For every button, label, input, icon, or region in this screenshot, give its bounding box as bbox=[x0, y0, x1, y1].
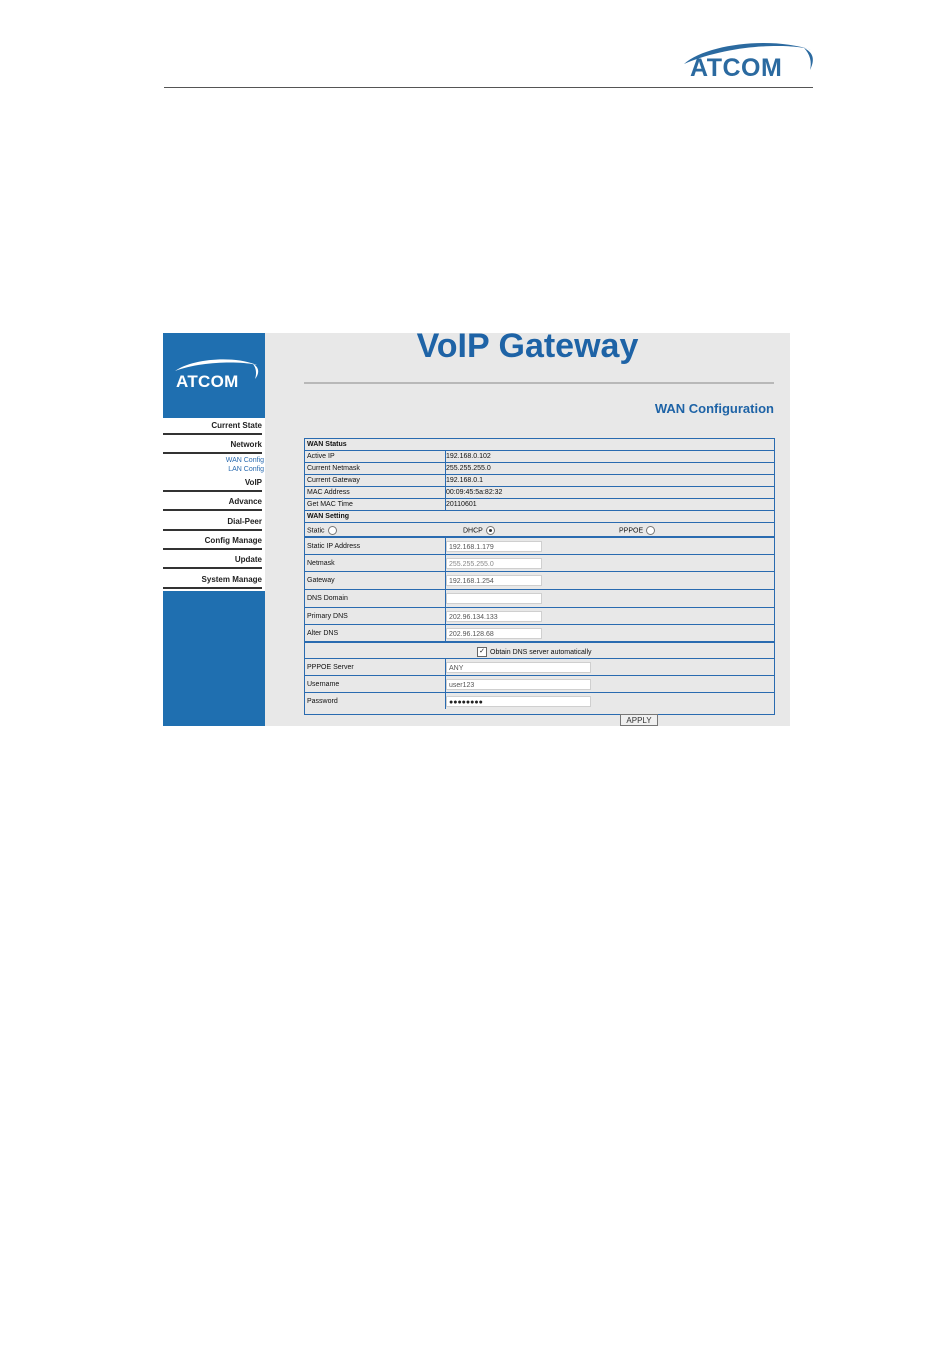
status-label: MAC Address bbox=[307, 489, 350, 496]
field-label: Static IP Address bbox=[307, 543, 361, 550]
sidebar-item-dial-peer[interactable]: Dial-Peer bbox=[163, 515, 262, 531]
gateway-input[interactable]: 192.168.1.254 bbox=[446, 575, 542, 586]
sidebar-item-voip[interactable]: VoIP bbox=[163, 476, 262, 492]
status-value: 192.168.0.1 bbox=[446, 477, 483, 484]
sidebar-item-config-manage[interactable]: Config Manage bbox=[163, 534, 262, 550]
mode-row bbox=[305, 523, 774, 538]
apply-button[interactable]: APPLY bbox=[620, 714, 658, 726]
obtain-dns-label: Obtain DNS server automatically bbox=[490, 648, 592, 656]
static-radio[interactable] bbox=[328, 526, 337, 535]
status-label: Current Gateway bbox=[307, 477, 360, 484]
status-label: Active IP bbox=[307, 453, 335, 460]
field-row bbox=[305, 693, 774, 709]
field-row bbox=[305, 625, 774, 643]
atcom-logo bbox=[676, 36, 816, 86]
pppoe-radio[interactable] bbox=[646, 526, 655, 535]
status-value: 192.168.0.102 bbox=[446, 453, 491, 460]
mode-pppoe[interactable] bbox=[619, 526, 655, 535]
field-label: PPPOE Server bbox=[307, 664, 354, 671]
sidebar-item-advance[interactable]: Advance bbox=[163, 495, 262, 511]
section-heading: WAN Configuration bbox=[654, 401, 774, 416]
sidebar-logo bbox=[171, 357, 259, 395]
field-label: DNS Domain bbox=[307, 595, 348, 602]
sidebar-header bbox=[163, 333, 265, 418]
mode-pppoe-label: PPPOE bbox=[619, 527, 644, 535]
field-label: Username bbox=[307, 681, 340, 688]
status-value: 20110601 bbox=[446, 501, 477, 508]
field-row bbox=[305, 555, 774, 572]
alter-dns-input[interactable]: 202.96.128.68 bbox=[446, 628, 542, 639]
main-content bbox=[265, 333, 790, 726]
field-label: Password bbox=[307, 698, 338, 705]
obtain-dns-checkbox[interactable]: ✓ bbox=[477, 647, 487, 657]
field-row bbox=[305, 676, 774, 693]
wan-setting-header bbox=[305, 511, 774, 523]
wan-status-header bbox=[305, 439, 774, 451]
sidebar-item-current-state[interactable]: Current State bbox=[163, 419, 262, 435]
field-label: Netmask bbox=[307, 560, 335, 567]
status-value: 00:09:45:5a:82:32 bbox=[446, 489, 503, 496]
header-rule bbox=[164, 87, 813, 88]
static-ip-input[interactable]: 192.168.1.179 bbox=[446, 541, 542, 552]
title-rule bbox=[304, 382, 774, 384]
primary-dns-input[interactable]: 202.96.134.133 bbox=[446, 611, 542, 622]
sidebar-logo-text: ATCOM bbox=[176, 372, 239, 391]
dhcp-radio[interactable] bbox=[486, 526, 495, 535]
mode-static[interactable] bbox=[307, 526, 337, 535]
obtain-dns-row bbox=[305, 644, 774, 659]
status-row bbox=[305, 499, 774, 511]
status-label: Current Netmask bbox=[307, 465, 360, 472]
sidebar-item-update[interactable]: Update bbox=[163, 553, 262, 569]
netmask-input[interactable]: 255.255.255.0 bbox=[446, 558, 542, 569]
sidebar-footer bbox=[163, 591, 265, 726]
wan-config-panel bbox=[304, 438, 775, 715]
status-row bbox=[305, 451, 774, 463]
status-label: Get MAC Time bbox=[307, 501, 353, 508]
field-row bbox=[305, 572, 774, 590]
obtain-dns-option[interactable] bbox=[477, 647, 592, 657]
field-label: Alter DNS bbox=[307, 630, 339, 637]
password-input[interactable]: ●●●●●●●● bbox=[446, 696, 591, 707]
dns-domain-input[interactable] bbox=[446, 593, 542, 604]
sidebar-item-network[interactable]: Network bbox=[163, 438, 262, 454]
field-row bbox=[305, 659, 774, 676]
logo-text: ATCOM bbox=[690, 54, 783, 82]
field-row bbox=[305, 608, 774, 625]
field-row bbox=[305, 590, 774, 608]
status-row bbox=[305, 463, 774, 475]
wan-setting-title: WAN Setting bbox=[307, 513, 349, 520]
sidebar-subitem-wan-config[interactable]: WAN Config bbox=[225, 457, 264, 464]
mode-dhcp[interactable] bbox=[463, 526, 495, 535]
gateway-screenshot bbox=[163, 333, 790, 726]
mode-static-label: Static bbox=[307, 527, 325, 535]
field-label: Primary DNS bbox=[307, 613, 348, 620]
status-value: 255.255.255.0 bbox=[446, 465, 491, 472]
sidebar bbox=[163, 333, 265, 726]
sidebar-subitem-lan-config[interactable]: LAN Config bbox=[228, 466, 264, 473]
pppoe-server-input[interactable]: ANY bbox=[446, 662, 591, 673]
page-title: VoIP Gateway bbox=[416, 333, 639, 365]
wan-status-title: WAN Status bbox=[307, 441, 347, 448]
username-input[interactable]: user123 bbox=[446, 679, 591, 690]
sidebar-item-system-manage[interactable]: System Manage bbox=[163, 573, 262, 589]
field-label: Gateway bbox=[307, 577, 335, 584]
status-row bbox=[305, 487, 774, 499]
mode-dhcp-label: DHCP bbox=[463, 527, 483, 535]
status-row bbox=[305, 475, 774, 487]
field-row bbox=[305, 538, 774, 555]
